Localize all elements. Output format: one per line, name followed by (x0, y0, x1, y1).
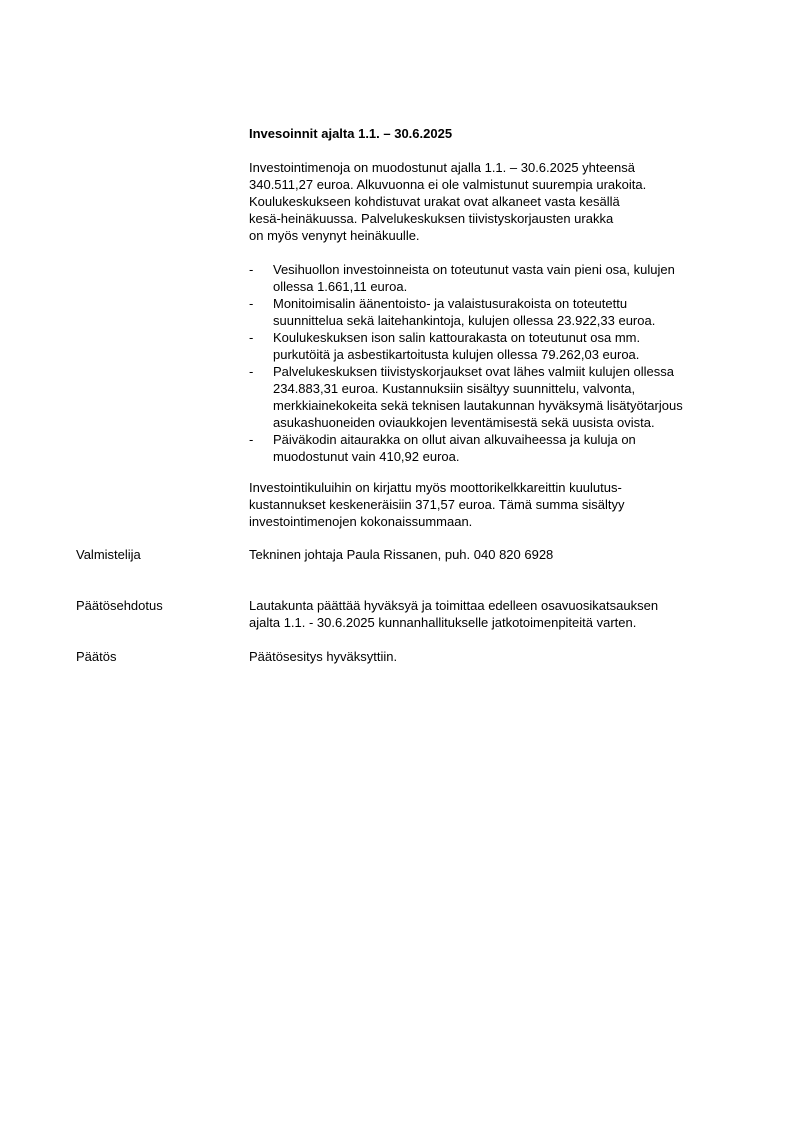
bullet-line: Vesihuollon investoinneista on toteutunut vasta vain pieni osa, kulujen (273, 262, 675, 277)
bullet-dash: - (249, 330, 254, 345)
bullet-dash: - (249, 296, 254, 311)
list-item (249, 295, 749, 329)
bullet-line: Koulukeskuksen ison salin kattourakasta on toteutunut osa mm. (273, 330, 641, 345)
bullet-line: muodostunut vain 410,92 euroa. (273, 449, 460, 464)
bullet-dash: - (249, 262, 254, 277)
intro-paragraph (249, 159, 749, 244)
preparer-line: Tekninen johtaja Paula Rissanen, puh. 040 820 6928 (249, 547, 554, 562)
bullet-line: 234.883,31 euroa. Kustannuksiin sisältyy suunnittelu, valvonta, (273, 381, 636, 396)
bullet-line: suunnittelua sekä laitehankintoja, kulujen ollessa 23.922,33 euroa. (273, 313, 656, 328)
list-item (249, 363, 749, 431)
decision-value (249, 648, 749, 665)
bullet-line: merkkiainekokeita sekä teknisen lautakunnan hyväksymä lisätyötarjous (273, 398, 683, 413)
decision-label: Päätös (76, 649, 117, 664)
section-heading: Invesoinnit ajalta 1.1. – 30.6.2025 (249, 126, 453, 141)
intro-line: Koulukeskukseen kohdistuvat urakat ovat alkaneet vasta kesällä (249, 194, 620, 209)
bullet-line: Palvelukeskuksen tiivistyskorjaukset ovat lähes valmiit kulujen ollessa (273, 364, 675, 379)
proposal-label: Päätösehdotus (76, 598, 163, 613)
intro-line: Investointimenoja on muodostunut ajalla 1.1. – 30.6.2025 yhteensä (249, 160, 635, 175)
proposal-line: Lautakunta päättää hyväksyä ja toimittaa edelleen osavuosikatsauksen (249, 598, 659, 613)
note-line: Investointikuluihin on kirjattu myös moottorikelkkareittin kuulutus- (249, 480, 622, 495)
preparer-value (249, 546, 749, 563)
decision-line: Päätösesitys hyväksyttiin. (249, 649, 398, 664)
intro-line: on myös venynyt heinäkuulle. (249, 228, 420, 243)
list-item (249, 431, 749, 465)
proposal-line: ajalta 1.1. - 30.6.2025 kunnanhallitukselle jatkotoimenpiteitä varten. (249, 615, 637, 630)
bullet-dash: - (249, 364, 254, 379)
bullet-line: asukashuoneiden oviaukkojen leventämisestä sekä uusista ovista. (273, 415, 655, 430)
list-item (249, 329, 749, 363)
investment-bullet-list (249, 261, 749, 465)
bullet-line: ollessa 1.661,11 euroa. (273, 279, 408, 294)
preparer-label: Valmistelija (76, 547, 141, 562)
list-item (249, 261, 749, 295)
intro-line: 340.511,27 euroa. Alkuvuonna ei ole valmistunut suurempia urakoita. (249, 177, 647, 192)
bullet-line: purkutöitä ja asbestikartoitusta kulujen ollessa 79.262,03 euroa. (273, 347, 640, 362)
bullet-dash: - (249, 432, 254, 447)
note-line: kustannukset keskeneräisiin 371,57 euroa. Tämä summa sisältyy (249, 497, 625, 512)
bullet-line: Päiväkodin aitaurakka on ollut aivan alkuvaiheessa ja kuluja on (273, 432, 636, 447)
note-line: investointimenojen kokonaissummaan. (249, 514, 473, 529)
intro-line: kesä-heinäkuussa. Palvelukeskuksen tiivistyskorjausten urakka (249, 211, 614, 226)
proposal-value (249, 597, 749, 631)
note-paragraph (249, 479, 749, 530)
bullet-line: Monitoimisalin äänentoisto- ja valaistusurakoista on toteutettu (273, 296, 628, 311)
